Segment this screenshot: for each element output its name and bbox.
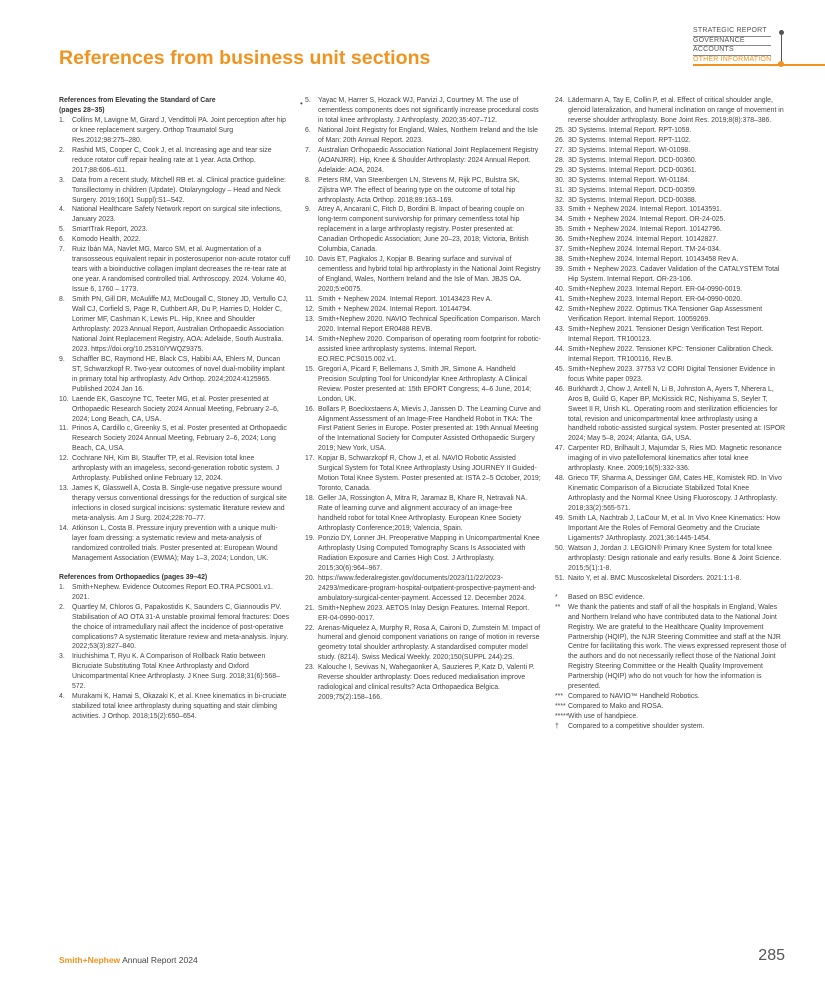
reference-number: 10. xyxy=(59,395,69,403)
reference-item xyxy=(555,325,787,345)
reference-number: † xyxy=(555,723,559,731)
column-1 xyxy=(59,96,291,722)
reference-item xyxy=(555,444,787,474)
reference-text: We thank the patients and staff of all the hospitals in England, Wales and Northern Ireland who have contributed data to the National Joint Registry. We are grateful to the Healthcare Quality Improvement Partnership (HQIP), the NJR Steering Committee and staff at the NJR Centre for facilitating this work. The views expressed represent those of the authors and do not necessarily reflect those of the National Joint Registry Steering Committee or the Health Quality Improvement Partnership (HQIP) who do not vouch for how the information is presented. xyxy=(568,603,787,691)
reference-item xyxy=(59,484,291,524)
footnote-list xyxy=(555,593,787,732)
reference-text: Smith+Nephew. Evidence Outcomes Report EO.TRA.PCS001.v1. 2021. xyxy=(72,583,273,601)
reference-text: Smith + Nephew 2024. Internal Report. OR-24-025. xyxy=(568,216,726,224)
reference-number: 48. xyxy=(555,475,565,483)
reference-text: Compared to a competitive shoulder system. xyxy=(568,723,705,731)
reference-number: 8. xyxy=(59,296,65,304)
nav-strategic-report[interactable]: STRATEGIC REPORT xyxy=(693,27,771,37)
footer-brand xyxy=(59,955,198,965)
reference-text: Australian Orthopaedic Association National Joint Replacement Registry (AOANJRR). Hip, Knee & Shoulder Arthroplasty: 2024 Annual Report. Adelaide: AOA, 2024. xyxy=(318,146,539,174)
reference-number: 15. xyxy=(305,365,315,373)
reference-number: 7. xyxy=(59,246,65,254)
reference-item xyxy=(59,692,291,722)
reference-text: Smith+Nephew 2024. Internal Report. 10142827. xyxy=(568,236,718,244)
reference-number: 14. xyxy=(59,524,69,532)
reference-item xyxy=(555,205,787,215)
reference-text: Yayac M, Harrer S, Hozack WJ, Parvizi J, Courtney M. The use of cementless components does not significantly increase procedural costs in total knee arthroplasty. J Arthroplasty. 2020;35:407–712. xyxy=(318,97,539,124)
reference-item xyxy=(305,126,541,146)
reference-item xyxy=(555,385,787,445)
reference-number: 3. xyxy=(59,176,65,184)
reference-item xyxy=(555,474,787,514)
reference-item xyxy=(59,225,291,235)
page-title: References from business unit sections xyxy=(59,47,431,69)
reference-text: Cochrane NH, Kim BI, Stauffer TP, et al. Revision total knee arthroplasty with an imageless, second-generation robotic system. J Arthroplasty. Published online February 12, 2024. xyxy=(72,455,280,483)
reference-number: 47. xyxy=(555,445,565,453)
reference-number: **** xyxy=(555,703,566,711)
reference-item xyxy=(555,196,787,206)
reference-item xyxy=(555,285,787,295)
reference-number: 2. xyxy=(59,603,65,611)
reference-number: 5. xyxy=(59,226,65,234)
reference-number: 1. xyxy=(59,583,65,591)
reference-text: 3D Systems. Internal Report. WI-01184. xyxy=(568,176,690,184)
reference-text: Smith+Nephew 2023. AETOS Inlay Design Features. Internal Report. ER-04-0990-0017. xyxy=(318,604,530,622)
reference-number: 43. xyxy=(555,325,565,333)
reference-number: 33. xyxy=(555,206,565,214)
reference-text: Arenas-Miquelez A, Murphy R, Rosa A, Caironi D, Zumstein M. Impact of humeral and glenoid component variations on range of motion in reverse geometry total shoulder arthroplasty. A standardised computer model study. (8214). Swiss Medical Weekly. 2020;150(SUPPL 244):2S. xyxy=(318,624,541,662)
reference-number: 17. xyxy=(305,455,315,463)
reference-number: 26. xyxy=(555,136,565,144)
reference-text: Gregori A, Picard F, Bellemans J, Smith JR, Simone A. Handheld Precision Sculpting Tool for Unicondylar Knee Arthroplasty. A Clinical Review. Poster presented at: 15th EFORT Congress; 4–6 June, 2014; London, UK. xyxy=(318,365,532,403)
reference-number: 18. xyxy=(305,495,315,503)
reference-text: Lädermann A, Tay E, Collin P, et al. Effect of critical shoulder angle, glenoid lateralization, and humeral inclination on range of movement in reverse shoulder arthroplasty. Bone Joint Res. 2019;8(8):378–386. xyxy=(568,97,784,124)
reference-item xyxy=(555,544,787,574)
reference-number: 9. xyxy=(305,206,311,214)
reference-item xyxy=(305,255,541,295)
reference-item xyxy=(555,514,787,544)
reference-number: 6. xyxy=(305,126,311,134)
reference-text: Schaffler BC, Raymond HE, Black CS, Habibi AA, Ehlers M, Duncan ST, Schwarzkopf R. Two-year outcomes of novel dual-mobility implant in primary total hip arthroplasty. Adv Orthop. 2024;2024:4125965. Published 2024 Jan 16. xyxy=(72,355,285,393)
reference-number: 11. xyxy=(305,296,315,304)
reference-text: Rashid MS, Cooper C, Cook J, et al. Increasing age and tear size reduce rotator cuff repair healing rate at 1 year. Acta Orthop. 2017;88:606–611. xyxy=(72,146,272,174)
reference-list xyxy=(555,96,787,584)
reference-item xyxy=(305,315,541,335)
reference-item xyxy=(555,225,787,235)
reference-text: Burkhardt J, Chow J, Antell N, Li B, Johnston A, Ayers T, Nherera L, Aros B, Guild G, Kaper BP, McKissick RC, Nishiyama S, Seyler T, Sweet II R, Urish KL. Operating room and sterilization efficiencies for total, revision and unicompartmental knee arthroplasty using a handheld robotic-assisted surgical system. Poster presented at: ISPOR 2024; May 5–8, 2024; Atlanta, GA, USA. xyxy=(568,385,786,443)
reference-text: Smith + Nephew 2024. Internal Report. 10144794. xyxy=(318,306,472,314)
reference-text: Compared to Mako and ROSA. xyxy=(568,703,664,711)
reference-number: 4. xyxy=(59,693,65,701)
reference-item xyxy=(59,116,291,146)
reference-item xyxy=(555,176,787,186)
reference-text: Collins M, Lavigne M, Girard J, Vendittoli PA. Joint perception after hip or knee replacement surgery. Orthop Traumatol Surg Res.2012;98:275–280. xyxy=(72,116,286,144)
reference-text: Grieco TF, Sharma A, Dessinger GM, Cates HE, Komistek RD. In Vivo Kinematic Comparison of a Bicruciate Stabilized Total Knee Arthroplasty and the Normal Knee Using Fluoroscopy. J Arthroplasty. 2018;33(2):565-571. xyxy=(568,475,782,513)
reference-text: Smith+Nephew 2021. Tensioner Design Verification Test Report. Internal Report. TR100123. xyxy=(568,325,764,343)
reference-item xyxy=(555,345,787,365)
page-number: 285 xyxy=(758,947,785,964)
nav-dot-icon xyxy=(779,30,784,35)
reference-number: 51. xyxy=(555,574,565,582)
reference-number: 13. xyxy=(305,315,315,323)
footnote-item xyxy=(555,712,787,722)
reference-number: 35. xyxy=(555,226,565,234)
footnote-item xyxy=(555,692,787,702)
report-name: Annual Report 2024 xyxy=(122,955,198,965)
reference-item xyxy=(555,245,787,255)
reference-number: 9. xyxy=(59,355,65,363)
reference-item xyxy=(59,235,291,245)
reference-number: 14. xyxy=(305,335,315,343)
reference-number: * xyxy=(555,593,558,601)
reference-item xyxy=(305,454,541,494)
reference-number: 36. xyxy=(555,236,565,244)
reference-item xyxy=(305,604,541,624)
reference-text: Kalouche I, Sevivas N, Wahegaonker A, Sauzieres P, Katz D, Valenti P. Reverse shoulder arthroplasty: Does reduced medialisation improve radiological and clinical results? Acta Orthopaedica Belgica. 2009;75(2):158–166. xyxy=(318,664,535,702)
reference-item xyxy=(305,205,541,255)
reference-item xyxy=(555,166,787,176)
reference-number: 30. xyxy=(555,176,565,184)
reference-text: 3D Systems. Internal Report. RPT-1059. xyxy=(568,126,692,134)
reference-number: 11. xyxy=(59,425,69,433)
bullet-icon: • xyxy=(300,99,303,108)
reference-item xyxy=(305,534,541,574)
nav-accounts[interactable]: ACCOUNTS xyxy=(693,46,771,56)
reference-item xyxy=(59,146,291,176)
reference-number: 29. xyxy=(555,166,565,174)
reference-text: National Joint Registry for England, Wales, Northern Ireland and the Isle of Man: 20th Annual Report. 2023. xyxy=(318,126,538,144)
reference-number: 37. xyxy=(555,246,565,254)
section-heading-orthopaedics: References from Orthopaedics (pages 39–42) xyxy=(59,573,208,581)
reference-text: With use of handpiece. xyxy=(568,713,639,721)
reference-number: 42. xyxy=(555,306,565,314)
reference-item xyxy=(59,395,291,425)
reference-text: Smith + Nephew 2024. Internal Report. 10143423 Rev A. xyxy=(318,296,493,304)
reference-number: 21. xyxy=(305,604,315,612)
reference-number: 5. xyxy=(305,97,311,104)
reference-list xyxy=(59,116,291,564)
reference-item xyxy=(305,405,541,455)
reference-number: 12. xyxy=(59,455,69,463)
reference-text: Prinos A, Cardillo c, Greenky S, et al. Poster presented at Orthopaedic Research Society 2024 Annual Meeting, February 2–6, 2024; Long Beach, CA, USA. xyxy=(72,425,287,453)
reference-item xyxy=(305,494,541,534)
reference-text: Smith+Nephew 2020. NAVIO Technical Specification Comparison. March 2020. Internal Report ER0488 REVB. xyxy=(318,315,541,333)
reference-item xyxy=(555,156,787,166)
reference-number: 1. xyxy=(59,116,65,124)
reference-number: 19. xyxy=(305,534,315,542)
reference-text: James K, Glasswell A, Costa B. Single-use negative pressure wound therapy versus conventional dressings for the reduction of surgical site infections in closed surgical incisions: systematic literature review and meta-analysis. Am J Surg. 2024;228:70–77. xyxy=(72,485,287,523)
footnote-item xyxy=(555,722,787,732)
reference-text: Iriuchishima T, Ryu K. A Comparison of Rollback Ratio between Bicruciate Substituting Total Knee Arthroplasty and Oxford Unicompartmental Knee Arthroplasty. J Knee Surg. 2018;31(6):568–572. xyxy=(72,653,280,691)
reference-text: 3D Systems. Internal Report. DCD-00361. xyxy=(568,166,697,174)
reference-item xyxy=(59,355,291,395)
footnote-item xyxy=(555,603,787,693)
reference-number: 8. xyxy=(305,176,311,184)
reference-text: Smith+Nephew 2020. Comparison of operating room footprint for robotic-assisted knee arthroplasty systems. Internal Report. EO.REC.PCS015.002.v1. xyxy=(318,335,541,363)
reference-item xyxy=(59,295,291,355)
reference-item xyxy=(305,176,541,206)
reference-item xyxy=(555,136,787,146)
reference-number: 41. xyxy=(555,296,565,304)
reference-item xyxy=(305,335,541,365)
reference-text: Based on BSC evidence. xyxy=(568,593,645,601)
reference-number: 4. xyxy=(59,206,65,214)
reference-number: 45. xyxy=(555,365,565,373)
reference-text: Smith + Nephew 2024. Internal Report. 10142796. xyxy=(568,226,722,234)
reference-number: 44. xyxy=(555,345,565,353)
reference-item xyxy=(59,652,291,692)
reference-item xyxy=(305,663,541,703)
reference-text: 3D Systems. Internal Report. WI-01098. xyxy=(568,146,691,154)
reference-text: 3D Systems. Internal Report. DCD-00359. xyxy=(568,186,697,194)
reference-number: 24. xyxy=(555,97,565,104)
reference-item xyxy=(305,624,541,664)
reference-number: 39. xyxy=(555,266,565,274)
reference-text: Ponzio DY, Lonner JH. Preoperative Mapping in Unicompartmental Knee Arthroplasty Using Computed Tomography Scans Is Associated with Radiation Exposure and Carries High Cost. J Arthroplasty. 2015;30(6):964–967. xyxy=(318,534,540,572)
reference-number: 27. xyxy=(555,146,565,154)
reference-text: Kopjar B, Schwarzkopf R, Chow J, et al. NAVIO Robotic Assisted Surgical System for Total Knee Arthroplasty Using JOURNEY II Guided-Motion Total Knee System. Poster presented at: ISTA 2–5 October, 2019; Toronto, Canada. xyxy=(318,455,541,493)
nav-governance[interactable]: GOVERNANCE xyxy=(693,37,771,47)
reference-text: Ruiz Ibán MA, Navlet MG, Marco SM, et al. Augmentation of a transosseous equivalent repair in posterosuperior non-acute rotator cuff tears with a bioinductive collagen implant decreases the re-tear rate at one year. A randomised controlled trial. Arthroscopy. 2024. Volume 40, Issue 6, 1760 – 1773. xyxy=(72,246,291,294)
reference-item xyxy=(305,365,541,405)
reference-text: Peters RM, Van Steenbergen LN, Stevens M, Rijk PC, Bulstra SK, Zijlstra WP. The effect of bearing type on the outcome of total hip arthroplasty. Acta Orthop. 2018;89:163–169. xyxy=(318,176,520,204)
reference-number: 22. xyxy=(305,624,315,632)
reference-number: 46. xyxy=(555,385,565,393)
reference-number: 25. xyxy=(555,126,565,134)
reference-text: Atrey A, Ancarani C, Fitch D, Bordini B. Impact of bearing couple on long-term component survivorship for primary cementless total hip replacement in a large arthroplasty registry. Poster presented at: Canadian Orthopedic Association; June 20–23, 2018; Victoria, British Columbia, Canada. xyxy=(318,206,529,254)
reference-text: 3D Systems. Internal Report. DCD-00388. xyxy=(568,196,697,204)
reference-item xyxy=(59,245,291,295)
reference-item xyxy=(305,295,541,305)
column-2 xyxy=(305,96,541,703)
reference-number: 6. xyxy=(59,236,65,244)
reference-number: ** xyxy=(555,603,561,611)
reference-number: 31. xyxy=(555,186,565,194)
reference-text: https://www.federalregister.gov/documents/2023/11/22/2023-24293/medicare-program-hospital-outpatient-prospective-payment-and-ambulatory-surgical-center-payment. Accessed 12. December 2024. xyxy=(318,574,537,602)
reference-item xyxy=(59,205,291,225)
reference-text: Smith+Nephew 2024. Internal Report. TM-24-034. xyxy=(568,246,721,254)
reference-number: 7. xyxy=(305,146,311,154)
nav-other-information[interactable]: OTHER INFORMATION xyxy=(693,56,825,67)
nav-current-dot-icon xyxy=(778,61,784,67)
reference-number: 23. xyxy=(305,664,315,672)
reference-item xyxy=(555,186,787,196)
reference-list xyxy=(59,583,291,722)
reference-text: Laende EK, Gascoyne TC, Teeter MG, et al. Poster presented at Orthopaedic Research Society 2024 Annual Meeting, February 2–6, 2024; Long Beach, CA, USA. xyxy=(72,395,279,423)
reference-item xyxy=(555,574,787,584)
reference-number: 10. xyxy=(305,256,315,264)
reference-item xyxy=(555,96,787,126)
reference-list xyxy=(305,96,541,703)
reference-item xyxy=(555,126,787,136)
reference-item xyxy=(555,235,787,245)
column-3 xyxy=(555,96,787,732)
reference-text: Smith PN, Gill DR, McAuliffe MJ, McDougall C, Stoney JD, Vertullo CJ, Wall CJ, Corfield S, Page R, Cuthbert AR, Du P, Harries D, Holder C, Lorimer MF, Cashman K, Lewis PL. Hip, Knee and Shoulder Arthroplasty: 2023 Annual Report, Australian Orthopaedic Association National Joint Replacement Registry, AOA: Adelaide, South Australia. 2023. https://doi.org/10.25310/YWQZ9375. xyxy=(72,296,288,353)
reference-item xyxy=(305,146,541,176)
reference-item xyxy=(555,305,787,325)
reference-number: 49. xyxy=(555,515,565,523)
reference-item xyxy=(555,215,787,225)
reference-text: Bollars P, Boeckxstaens A, Mievis J, Janssen D. The Learning Curve and Alignment Assessment of an Image-Free Handheld Robot in TKA: The First Patient Series in Europe. Poster presented at: 19th Annual Meeting of the International Society for Computer Assisted Orthopaedic Surgery 2019; New York, USA. xyxy=(318,405,541,453)
reference-text: Carpenter RD, Brilhault J, Majumdar S, Ries MD. Magnetic resonance imaging of in vivo patellofemoral kinematics after total knee arthroplasty. Knee. 2009;16(5):332-336. xyxy=(568,445,782,473)
brand-name: Smith+Nephew xyxy=(59,955,121,965)
reference-text: Smith+Nephew 2023. Internal Report. ER-04-0990-0020. xyxy=(568,296,743,304)
reference-text: Atkinson L, Costa B. Pressure injury prevention with a unique multi-layer foam dressing: a systematic review and meta-analysis of randomized controlled trials. Poster presented at: European Wound Management Association (EWMA); May 1–3, 2024; London, UK. xyxy=(72,524,278,562)
reference-text: Quartley M, Chloros G, Papakostidis K, Saunders C, Giannoudis PV. Stabilisation of AO OTA 31-A unstable proximal femoral fractures: Does the choice of intramedullary nail affect the incidence of post-operative complications? A systematic literature review and meta-analysis. Injury. 2022;53(3):827–840. xyxy=(72,603,290,651)
reference-item xyxy=(555,265,787,285)
reference-text: Murakami K, Hamai S, Okazaki K, et al. Knee kinematics in bi-cruciate stabilized total knee arthroplasty during squatting and stair climbing activities. J Orthop. 2018;15(2):650–654. xyxy=(72,693,287,721)
reference-item xyxy=(59,176,291,206)
reference-item xyxy=(555,365,787,385)
footnote-item xyxy=(555,702,787,712)
reference-number: 20. xyxy=(305,574,315,582)
reference-text: Smith+Nephew 2024. Internal Report. 10143458 Rev A. xyxy=(568,256,739,264)
reference-number: 32. xyxy=(555,196,565,204)
reference-number: 34. xyxy=(555,216,565,224)
reference-text: Smith+Nephew 2022. Tensioner KPC: Tensioner Calibration Check. Internal Report. TR100116, Rev.B. xyxy=(568,345,774,363)
section-heading-elevating xyxy=(59,96,291,116)
reference-text: Data from a recent study, Mitchell RB et. al. Clinical practice guideline: Tonsillectomy in children (Update). Otolaryngology – Head and Neck Surgery. 2019;160(1 Suppl):S1–S42. xyxy=(72,176,286,204)
reference-item xyxy=(59,454,291,484)
reference-text: Davis ET, Pagkalos J, Kopjar B. Bearing surface and survival of cementless and hybrid total hip arthroplasty in the National Joint Registry of England, Wales, Northern Ireland and the Isle of Man. JBJS OA. 2020;5:e0075. xyxy=(318,256,541,294)
reference-text: Smith+Nephew 2023. 37753 V2 CORI Digital Tensioner Evidence in focus White paper 0923. xyxy=(568,365,775,383)
reference-number: 38. xyxy=(555,256,565,264)
reference-text: Smith LA, Nachtrab J, LaCour M, et al. In Vivo Knee Kinematics: How Important Are the Roles of Femoral Geometry and the Cruciate Ligaments? JArthroplasty. 2021;36:1445-1454. xyxy=(568,515,781,542)
reference-number: 3. xyxy=(59,653,65,661)
reference-number: 2. xyxy=(59,146,65,154)
reference-item xyxy=(59,583,291,603)
reference-text: Smith + Nephew 2023. Cadaver Validation of the CATALYSTEM Total Hip System. Internal Report. OR-23-106. xyxy=(568,266,780,284)
reference-item xyxy=(305,574,541,604)
reference-item xyxy=(305,96,541,126)
reference-text: Watson J, Jordan J. LEGION® Primary Knee System for total knee arthroplasty: Design rationale and early results. Bone & Joint Science. 2015;5(1):1-8. xyxy=(568,544,782,572)
nav-progress-line xyxy=(781,30,782,64)
reference-number: 13. xyxy=(59,485,69,493)
reference-number: ***** xyxy=(555,713,569,721)
reference-text: SmartTrak Report, 2023. xyxy=(72,226,148,234)
reference-item xyxy=(59,603,291,653)
section-title: References from Elevating the Standard of Care xyxy=(59,97,216,104)
section-nav xyxy=(693,27,825,66)
reference-number: 12. xyxy=(305,306,315,314)
reference-text: Komodo Health, 2022. xyxy=(72,236,141,244)
section-pages: (pages 28–35) xyxy=(59,106,105,114)
reference-item xyxy=(555,255,787,265)
footnote-item xyxy=(555,593,787,603)
reference-item xyxy=(555,295,787,305)
reference-item xyxy=(555,146,787,156)
reference-number: 40. xyxy=(555,286,565,294)
reference-text: Naito Y, et al. BMC Muscoskeletal Disorders. 2021:1:1-8. xyxy=(568,574,742,582)
reference-text: Smith+Nephew 2022. Optimus TKA Tensioner Gap Assessment Verification Report. Internal Report. 10059269. xyxy=(568,306,763,323)
reference-item xyxy=(59,524,291,564)
reference-text: 3D Systems. Internal Report. DCD-00360. xyxy=(568,156,697,164)
reference-number: *** xyxy=(555,693,564,701)
reference-item xyxy=(305,305,541,315)
reference-text: 3D Systems. Internal Report. RPT-1102. xyxy=(568,136,691,144)
reference-text: National Healthcare Safety Network report on surgical site infections, January 2023. xyxy=(72,206,282,224)
reference-text: Smith+Nephew 2023. Internal Report. ER-04-0990-0019. xyxy=(568,286,743,294)
reference-text: Smith + Nephew 2024. Internal Report. 10143591. xyxy=(568,206,722,214)
reference-text: Geller JA, Rossington A, Mitra R, Jaramaz B, Khare R, Netravali NA. Rate of learning curve and alignment accuracy of an image-free handheld robot for total Knee Arthroplasty. European Knee Society Arthroplasty Conference;2019; Valencia, Spain. xyxy=(318,495,528,532)
reference-number: 50. xyxy=(555,544,565,552)
reference-item xyxy=(59,424,291,454)
reference-number: 16. xyxy=(305,405,315,413)
reference-text: Compared to NAVIO™ Handheld Robotics. xyxy=(568,693,700,701)
reference-number: 28. xyxy=(555,156,565,164)
